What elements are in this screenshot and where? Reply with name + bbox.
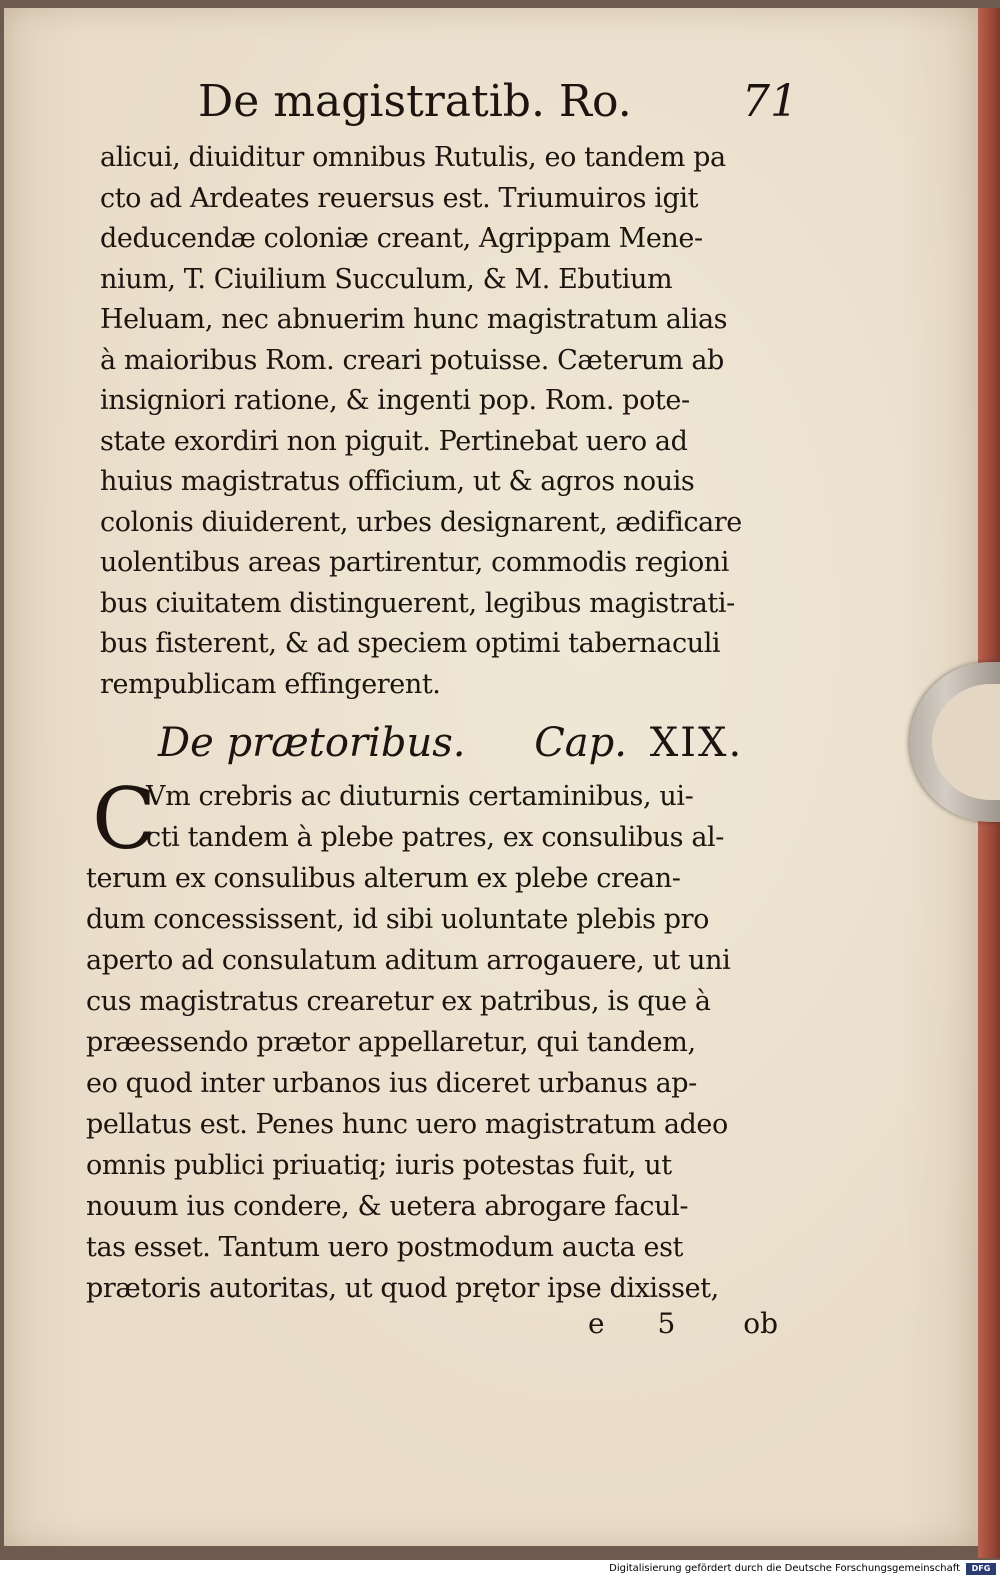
text-line: nouum ius condere, & uetera abrogare facul- — [86, 1191, 689, 1222]
text-line: aperto ad consulatum aditum arrogauere, ut uni — [86, 945, 731, 976]
drop-initial: C — [92, 770, 157, 868]
text-block-top — [100, 138, 788, 705]
text-line: huius magistratus officium, ut & agros nouis — [100, 466, 695, 497]
signature-mark: e 5 — [588, 1307, 698, 1340]
text-line: Heluam, nec abnuerim hunc magistratum alias — [100, 304, 728, 335]
text-line: eo quod inter urbanos ius diceret urbanus ap- — [86, 1068, 697, 1099]
text-line: cto ad Ardeates reuersus est. Triumuiros igit — [100, 182, 699, 214]
text-line: deducendæ coloniæ creant, Agrippam Mene- — [100, 223, 703, 254]
text-line: insigniori ratione, & ingenti pop. Rom. pote- — [100, 385, 690, 416]
chapter-label: Cap. — [534, 720, 627, 766]
text-block-chapter — [86, 770, 786, 1309]
text-line: nium, T. Ciuilium Succulum, & M. Ebutium — [100, 263, 673, 295]
dfg-logo: DFG — [966, 1563, 996, 1575]
page-number: 71 — [742, 76, 798, 127]
running-title: De magistratib. Ro. — [198, 76, 632, 127]
page-signature — [588, 1304, 778, 1344]
footer-bar — [0, 1560, 1000, 1578]
text-line: à maioribus Rom. creari potuisse. Cæterum ab — [100, 344, 724, 376]
text-line: cti tandem à plebe patres, ex consulibus al- — [146, 822, 724, 853]
text-line: colonis diuiderent, urbes designarent, ædificare — [100, 506, 742, 538]
funding-credit: Digitalisierung gefördert durch die Deutsche Forschungsgemeinschaft — [609, 1563, 960, 1574]
text-line: cus magistratus crearetur ex patribus, is que à — [86, 986, 711, 1017]
chapter-subject: De prætoribus. — [158, 720, 466, 766]
text-line: pellatus est. Penes hunc uero magistratum adeo — [86, 1109, 728, 1140]
text-line: uolentibus areas partirentur, commodis regioni — [100, 547, 730, 578]
catchword: ob — [743, 1307, 778, 1340]
text-line: dum concessissent, id sibi uoluntate plebis pro — [86, 904, 709, 935]
text-line: prætoris autoritas, ut quod prętor ipse dixisset, — [86, 1273, 719, 1304]
text-line: præessendo prætor appellaretur, qui tandem, — [86, 1027, 696, 1058]
text-line: terum ex consulibus alterum ex plebe crean- — [86, 863, 681, 894]
text-line: state exordiri non piguit. Pertinebat uero ad — [100, 425, 688, 457]
chapter-heading — [158, 714, 758, 772]
chapter-number: XIX. — [649, 720, 744, 766]
text-line: alicui, diuiditur omnibus Rutulis, eo tandem pa — [100, 142, 726, 173]
text-line: Vm crebris ac diuturnis certaminibus, ui- — [146, 781, 694, 812]
text-line: bus ciuitatem distinguerent, legibus magistrati- — [100, 587, 735, 619]
running-header — [198, 72, 798, 132]
text-line: tas esset. Tantum uero postmodum aucta est — [86, 1232, 683, 1263]
text-line: omnis publici priuatiq; iuris potestas fuit, ut — [86, 1150, 672, 1181]
text-line: rempublicam effingerent. — [100, 668, 441, 700]
text-line: bus fisterent, & ad speciem optimi tabernaculi — [100, 628, 721, 659]
